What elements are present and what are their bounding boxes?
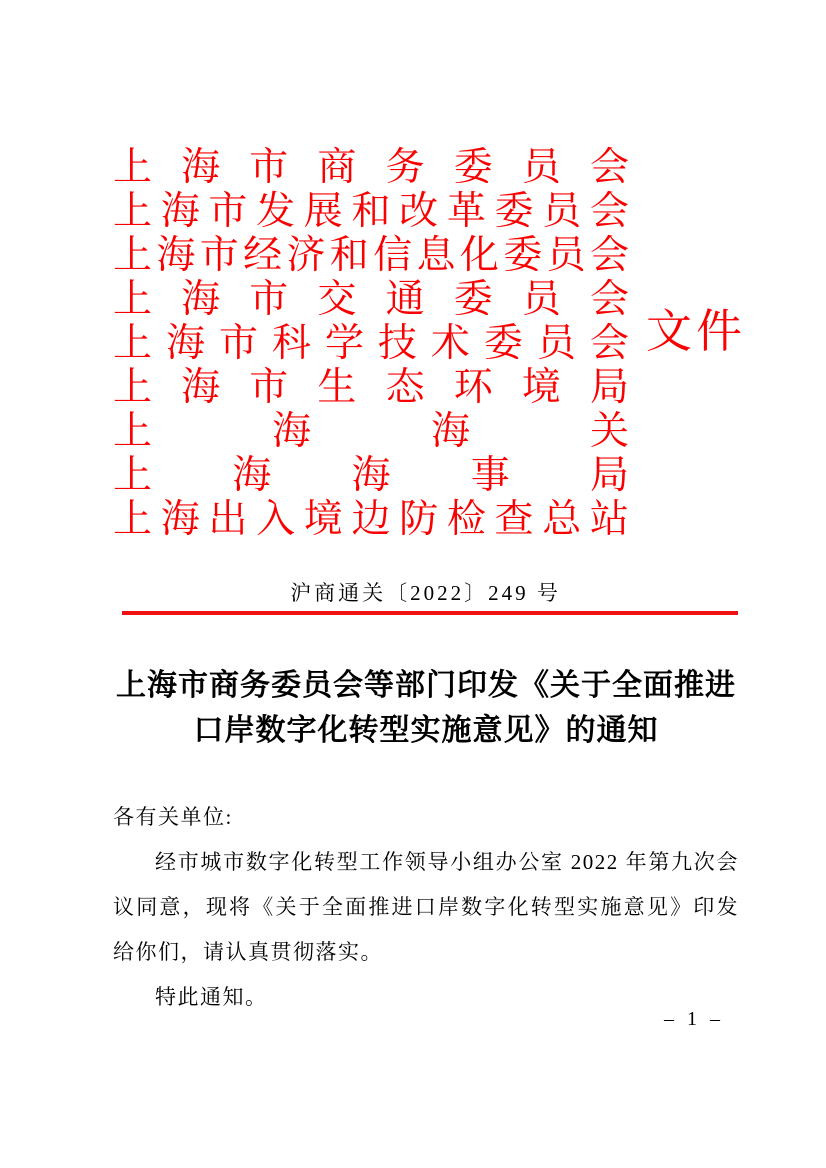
letterhead-department: 上 海 市 经 济 和 信 息 化 委 员 会 <box>113 234 629 277</box>
letterhead-department: 上 海 市 商 务 委 员 会 <box>113 146 629 189</box>
body-paragraph: 经市城市数字化转型工作领导小组办公室 2022 年第九次会议同意，现将《关于全面推进口岸数字化转型实施意见》印发给你们，请认真贯彻落实。 <box>113 850 739 964</box>
page-number: – 1 – <box>664 1008 724 1030</box>
document-body <box>113 795 739 1020</box>
document-title <box>90 663 762 753</box>
letterhead-department: 上 海 出 入 境 边 防 检 查 总 站 <box>113 498 629 541</box>
salutation: 各有关单位: <box>113 805 233 829</box>
letterhead-department: 上 海 海 关 <box>113 410 629 453</box>
letterhead-department: 上 海 市 发 展 和 改 革 委 员 会 <box>113 190 629 233</box>
letterhead-department: 上 海 市 交 通 委 员 会 <box>113 278 629 321</box>
letterhead <box>113 146 629 542</box>
letterhead-department: 上 海 市 科 学 技 术 委 员 会 <box>113 322 629 365</box>
document-title-line-2: 口岸数字化转型实施意见》的通知 <box>193 714 659 747</box>
letterhead-department: 上 海 市 生 态 环 境 局 <box>113 366 629 409</box>
letterhead-document-label: 文件 <box>646 306 746 357</box>
document-number: 沪商通关〔2022〕249 号 <box>290 581 561 605</box>
document-title-line-1: 上海市商务委员会等部门印发《关于全面推进 <box>116 669 736 702</box>
letterhead-department: 上 海 海 事 局 <box>113 454 629 497</box>
red-divider-rule <box>122 611 738 615</box>
notice-closing-line: 特此通知。 <box>155 985 268 1009</box>
